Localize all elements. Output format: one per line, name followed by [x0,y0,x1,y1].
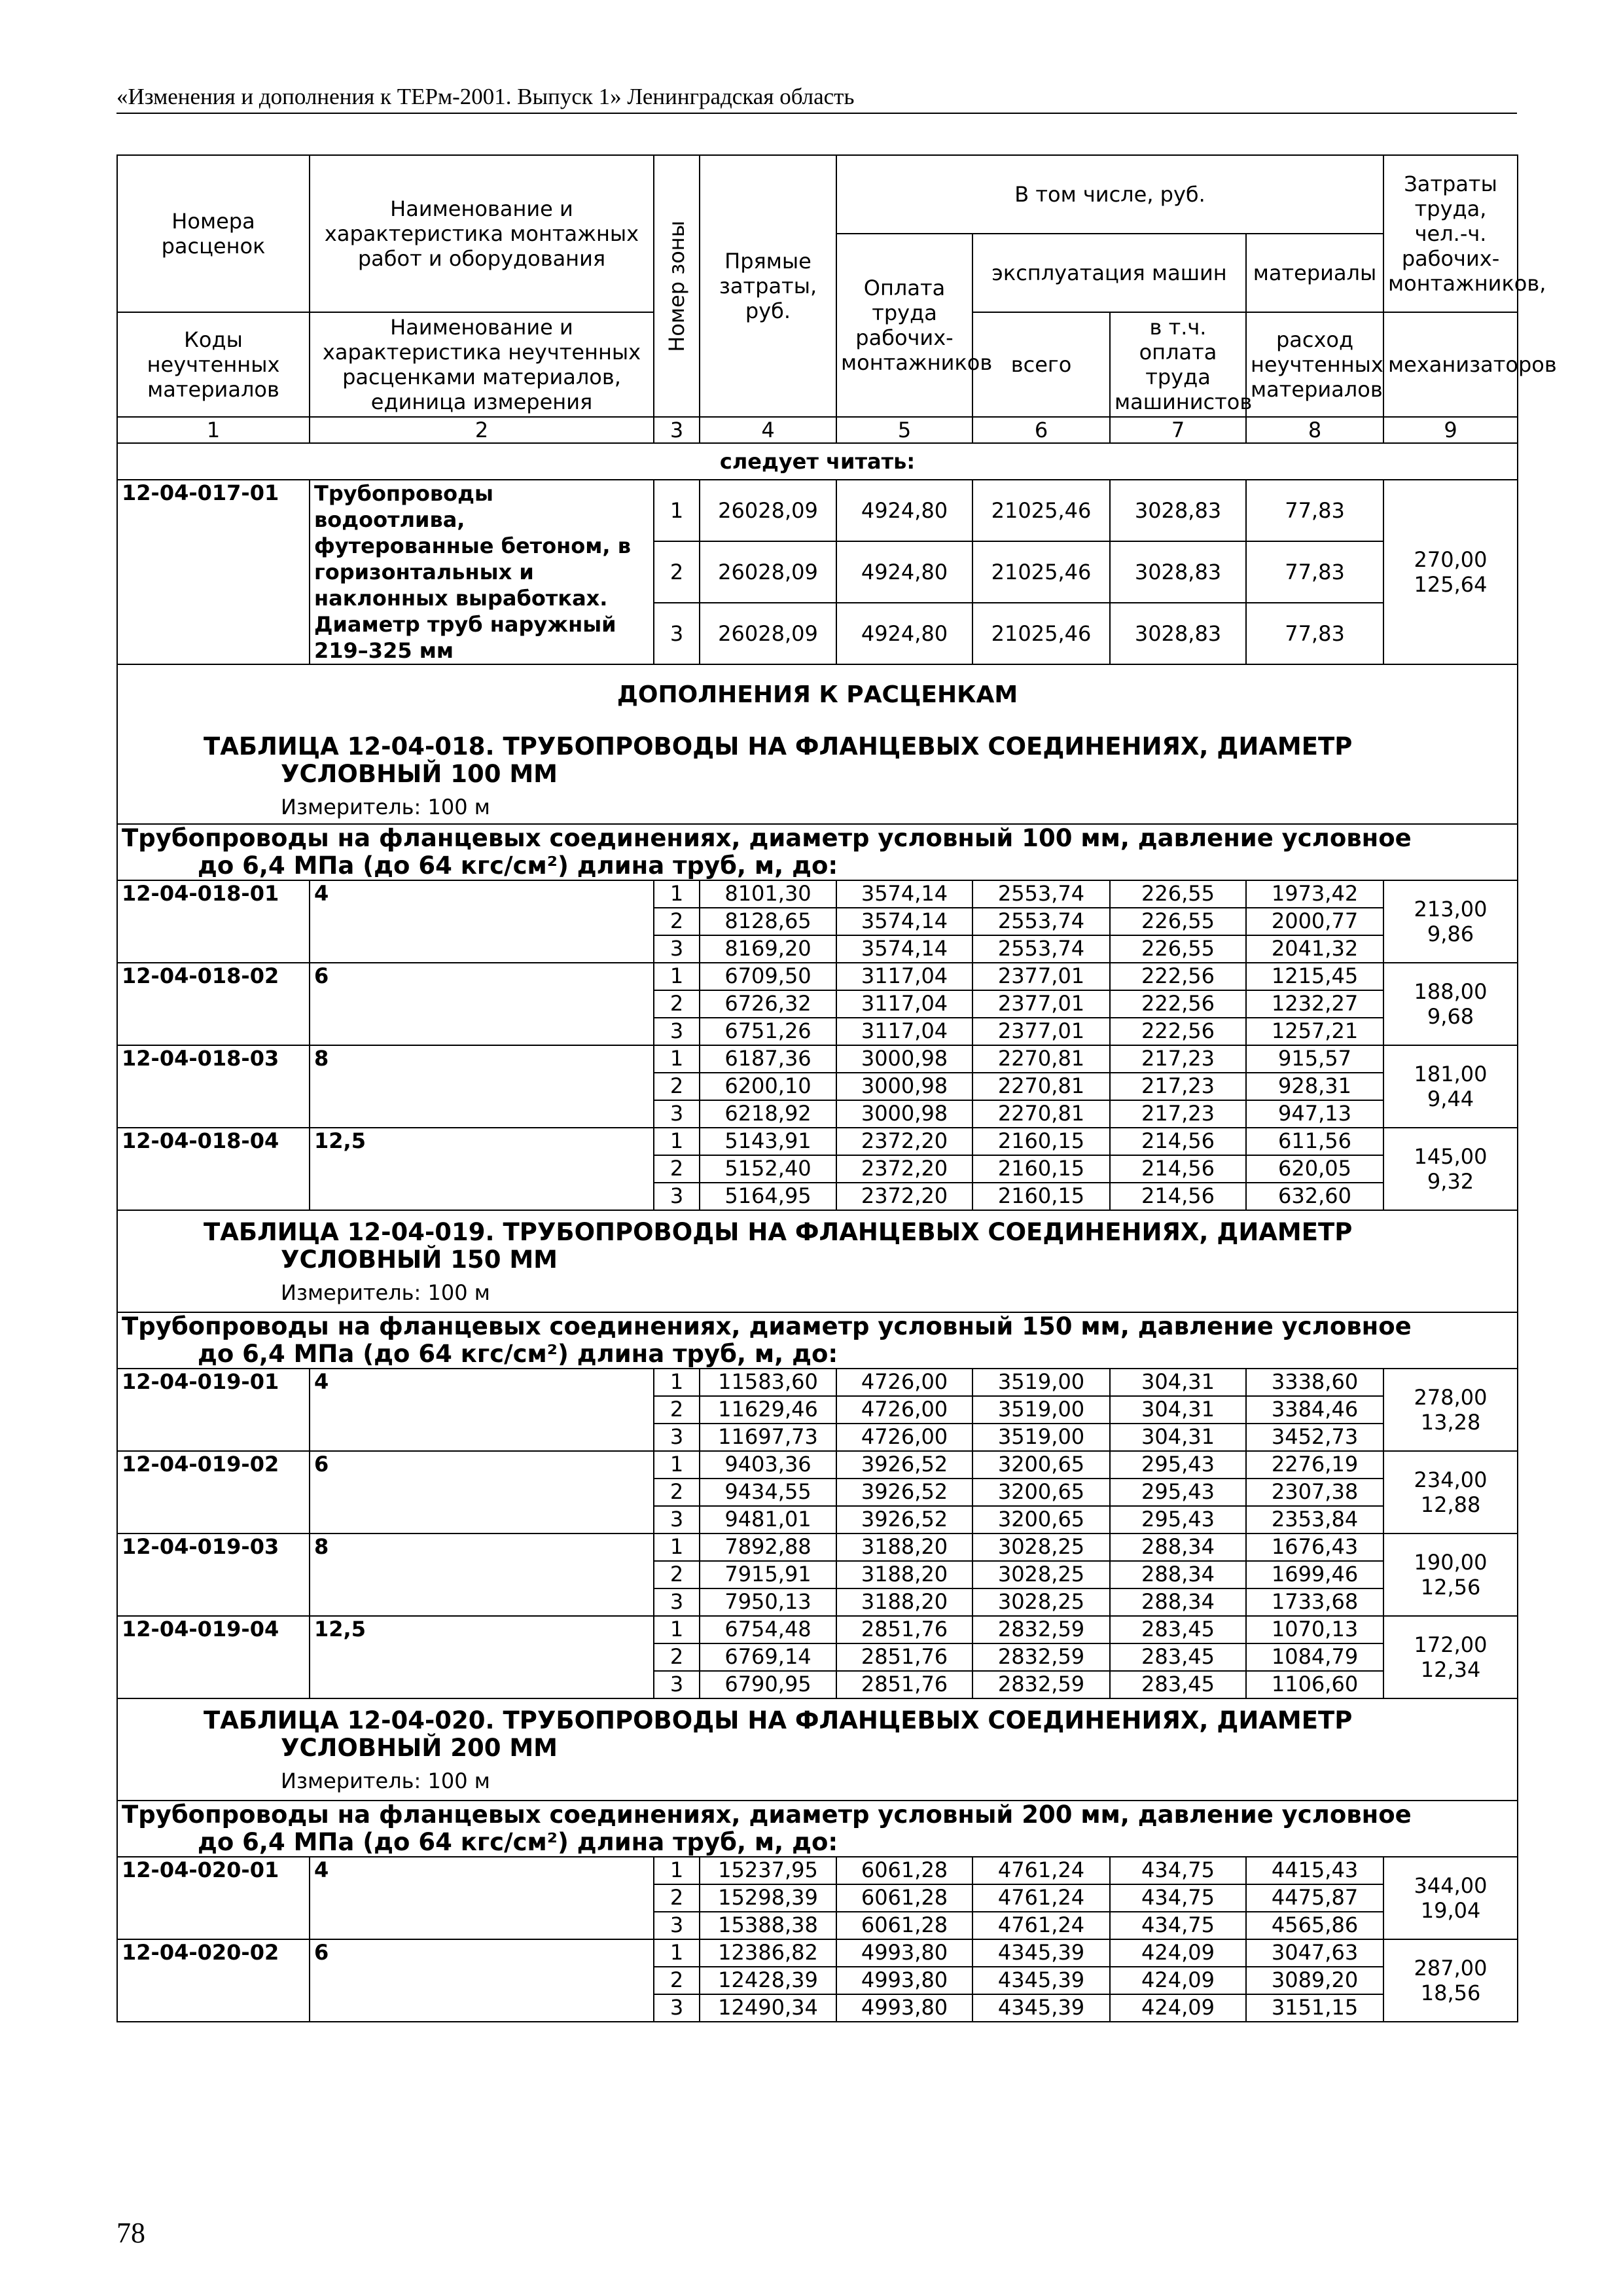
value-cell: 4345,39 [972,1967,1110,1994]
value-cell: 2372,20 [836,1128,972,1155]
table-row [117,1939,1518,1967]
value-cell: 8101,30 [700,880,836,908]
zone-cell: 3 [654,1994,700,2022]
rate-code: 12-04-018-03 [117,1045,310,1128]
value-cell: 1232,27 [1246,990,1383,1018]
col-materials-top: материалы [1246,234,1383,312]
value-cell: 12386,82 [700,1939,836,1967]
value-cell: 3188,20 [836,1588,972,1616]
value-cell: 4993,80 [836,1967,972,1994]
labor-cost: 190,00 12,56 [1383,1534,1518,1616]
value-cell: 4726,00 [836,1424,972,1451]
rate-code: 12-04-020-02 [117,1939,310,2022]
zone-cell: 1 [654,1616,700,1643]
value-cell: 217,23 [1110,1045,1246,1073]
value-cell: 3028,83 [1110,541,1246,603]
value-cell: 915,57 [1246,1045,1383,1073]
value-cell: 3574,14 [836,935,972,963]
value-cell: 3926,52 [836,1479,972,1506]
value-cell: 2307,38 [1246,1479,1383,1506]
value-cell: 21025,46 [972,480,1110,541]
measure-unit: Измеритель: 100 м [281,795,490,819]
group-heading: Трубопроводы на фланцевых соединениях, диаметр условный 100 мм, давление условное до 6,4 МПа (до 64 кгс/см²) длина труб, м, до: [117,824,1518,880]
col-incl: В том числе, руб. [836,155,1383,234]
value-cell: 6769,14 [700,1643,836,1671]
col-zone: Номер зоны [654,155,700,417]
value-cell: 77,83 [1246,541,1383,603]
value-cell: 3926,52 [836,1506,972,1534]
value-cell: 6061,28 [836,1912,972,1939]
value-cell: 4415,43 [1246,1857,1383,1884]
value-cell: 4924,80 [836,480,972,541]
value-cell: 15298,39 [700,1884,836,1912]
value-cell: 15388,38 [700,1912,836,1939]
value-cell: 4993,80 [836,1939,972,1967]
rate-code: 12-04-018-02 [117,963,310,1045]
value-cell: 3028,83 [1110,480,1246,541]
zone-cell: 3 [654,603,700,664]
value-cell: 2000,77 [1246,908,1383,935]
value-cell: 947,13 [1246,1100,1383,1128]
value-cell: 15237,95 [700,1857,836,1884]
value-cell: 217,23 [1110,1100,1246,1128]
value-cell: 26028,09 [700,603,836,664]
zone-cell: 3 [654,1588,700,1616]
value-cell: 9481,01 [700,1506,836,1534]
value-cell: 7915,91 [700,1561,836,1588]
value-cell: 2372,20 [836,1183,972,1210]
value-cell: 2832,59 [972,1616,1110,1643]
pipe-length: 4 [310,1369,654,1451]
table-row [117,1451,1518,1479]
value-cell: 4761,24 [972,1884,1110,1912]
zone-cell: 1 [654,1128,700,1155]
value-cell: 1676,43 [1246,1534,1383,1561]
value-cell: 2851,76 [836,1671,972,1698]
value-cell: 4924,80 [836,603,972,664]
zone-cell: 3 [654,935,700,963]
group-heading: Трубопроводы на фланцевых соединениях, диаметр условный 200 мм, давление условное до 6,4 МПа (до 64 кгс/см²) длина труб, м, до: [117,1801,1518,1857]
value-cell: 3000,98 [836,1073,972,1100]
value-cell: 611,56 [1246,1128,1383,1155]
zone-cell: 1 [654,880,700,908]
value-cell: 3519,00 [972,1396,1110,1424]
additions-block [117,664,1518,824]
rate-code: 12-04-019-02 [117,1451,310,1534]
value-cell: 3384,46 [1246,1396,1383,1424]
zone-cell: 3 [654,1424,700,1451]
value-cell: 226,55 [1110,935,1246,963]
value-cell: 5164,95 [700,1183,836,1210]
value-cell: 6709,50 [700,963,836,990]
item017-code: 12-04-017-01 [117,480,310,664]
labor-cost: 344,00 19,04 [1383,1857,1518,1939]
value-cell: 4993,80 [836,1994,972,2022]
value-cell: 632,60 [1246,1183,1383,1210]
value-cell: 11629,46 [700,1396,836,1424]
value-cell: 4761,24 [972,1912,1110,1939]
value-cell: 3117,04 [836,1018,972,1045]
value-cell: 1733,68 [1246,1588,1383,1616]
value-cell: 2832,59 [972,1671,1110,1698]
zone-cell: 2 [654,1155,700,1183]
zone-cell: 2 [654,908,700,935]
value-cell: 3000,98 [836,1045,972,1073]
value-cell: 3151,15 [1246,1994,1383,2022]
zone-cell: 2 [654,1561,700,1588]
value-cell: 77,83 [1246,480,1383,541]
value-cell: 295,43 [1110,1451,1246,1479]
zone-cell: 2 [654,1396,700,1424]
value-cell: 2270,81 [972,1100,1110,1128]
value-cell: 11583,60 [700,1369,836,1396]
value-cell: 295,43 [1110,1479,1246,1506]
table-title: ТАБЛИЦА 12-04-020. ТРУБОПРОВОДЫ НА ФЛАНЦЕВЫХ СОЕДИНЕНИЯХ, ДИАМЕТР УСЛОВНЫЙ 200 ММ [204,1706,1353,1762]
value-cell: 4345,39 [972,1994,1110,2022]
zone-cell: 1 [654,1369,700,1396]
value-cell: 928,31 [1246,1073,1383,1100]
value-cell: 3200,65 [972,1479,1110,1506]
rate-code: 12-04-018-04 [117,1128,310,1210]
zone-cell: 1 [654,963,700,990]
value-cell: 3188,20 [836,1561,972,1588]
value-cell: 214,56 [1110,1128,1246,1155]
zone-cell: 2 [654,1479,700,1506]
value-cell: 226,55 [1110,880,1246,908]
value-cell: 1084,79 [1246,1643,1383,1671]
value-cell: 2041,32 [1246,935,1383,963]
value-cell: 3188,20 [836,1534,972,1561]
value-cell: 2276,19 [1246,1451,1383,1479]
additions-heading: ДОПОЛНЕНИЯ К РАСЦЕНКАМ [616,681,1018,708]
pipe-length: 4 [310,1857,654,1939]
table-row [117,1369,1518,1396]
rate-code: 12-04-019-04 [117,1616,310,1698]
value-cell: 434,75 [1110,1912,1246,1939]
value-cell: 5152,40 [700,1155,836,1183]
value-cell: 3200,65 [972,1506,1110,1534]
labor-cost: 188,00 9,68 [1383,963,1518,1045]
value-cell: 6754,48 [700,1616,836,1643]
pipe-length: 6 [310,1939,654,2022]
value-cell: 2851,76 [836,1643,972,1671]
table-row [117,1857,1518,1884]
zone-cell: 2 [654,541,700,603]
value-cell: 1699,46 [1246,1561,1383,1588]
zone-cell: 3 [654,1912,700,1939]
value-cell: 3338,60 [1246,1369,1383,1396]
value-cell: 3574,14 [836,908,972,935]
value-cell: 226,55 [1110,908,1246,935]
value-cell: 1257,21 [1246,1018,1383,1045]
value-cell: 6790,95 [700,1671,836,1698]
value-cell: 21025,46 [972,541,1110,603]
measure-unit: Измеритель: 100 м [281,1280,490,1305]
value-cell: 4565,86 [1246,1912,1383,1939]
value-cell: 3047,63 [1246,1939,1383,1967]
labor-cost: 213,00 9,86 [1383,880,1518,963]
pipe-length: 8 [310,1045,654,1128]
value-cell: 283,45 [1110,1671,1246,1698]
col-labor-top: Затраты труда, чел.-ч. рабочих-монтажников, [1383,155,1518,312]
table-row [117,1534,1518,1561]
value-cell: 2377,01 [972,990,1110,1018]
value-cell: 6187,36 [700,1045,836,1073]
value-cell: 3028,83 [1110,603,1246,664]
value-cell: 3117,04 [836,963,972,990]
table-title-block [117,1210,1518,1312]
value-cell: 6061,28 [836,1857,972,1884]
value-cell: 3519,00 [972,1369,1110,1396]
value-cell: 2377,01 [972,1018,1110,1045]
zone-cell: 2 [654,1884,700,1912]
zone-cell: 1 [654,1534,700,1561]
pipe-length: 12,5 [310,1616,654,1698]
pipe-length: 6 [310,963,654,1045]
value-cell: 3452,73 [1246,1424,1383,1451]
value-cell: 283,45 [1110,1616,1246,1643]
col-name-bottom: Наименование и характеристика неучтенных расценками материалов, единица измерения [310,312,654,417]
value-cell: 6200,10 [700,1073,836,1100]
value-cell: 295,43 [1110,1506,1246,1534]
labor-cost: 145,00 9,32 [1383,1128,1518,1210]
value-cell: 222,56 [1110,990,1246,1018]
value-cell: 4345,39 [972,1939,1110,1967]
zone-cell: 3 [654,1183,700,1210]
value-cell: 12428,39 [700,1967,836,1994]
labor-cost: 287,00 18,56 [1383,1939,1518,2022]
value-cell: 4726,00 [836,1369,972,1396]
col-direct: Прямые затраты, руб. [700,155,836,417]
value-cell: 434,75 [1110,1857,1246,1884]
value-cell: 4475,87 [1246,1884,1383,1912]
table-title: ТАБЛИЦА 12-04-019. ТРУБОПРОВОДЫ НА ФЛАНЦЕВЫХ СОЕДИНЕНИЯХ, ДИАМЕТР УСЛОВНЫЙ 150 ММ [204,1218,1353,1274]
zone-cell: 1 [654,1857,700,1884]
value-cell: 1106,60 [1246,1671,1383,1698]
zone-cell: 1 [654,1939,700,1967]
pipe-length: 6 [310,1451,654,1534]
rates-table [116,154,1557,2022]
value-cell: 77,83 [1246,603,1383,664]
col-name-top: Наименование и характеристика монтажных работ и оборудования [310,155,654,312]
rate-code: 12-04-020-01 [117,1857,310,1939]
item017-labor: 270,00 125,64 [1383,480,1518,664]
rate-code: 12-04-019-01 [117,1369,310,1451]
value-cell: 11697,73 [700,1424,836,1451]
value-cell: 2160,15 [972,1183,1110,1210]
value-cell: 2160,15 [972,1155,1110,1183]
rate-code: 12-04-019-03 [117,1534,310,1616]
value-cell: 6061,28 [836,1884,972,1912]
col-machines-wages: в т.ч. оплата труда машинистов [1110,312,1246,417]
value-cell: 26028,09 [700,541,836,603]
value-cell: 214,56 [1110,1155,1246,1183]
value-cell: 1973,42 [1246,880,1383,908]
value-cell: 283,45 [1110,1643,1246,1671]
value-cell: 4761,24 [972,1857,1110,1884]
value-cell: 2160,15 [972,1128,1110,1155]
group-heading: Трубопроводы на фланцевых соединениях, диаметр условный 150 мм, давление условное до 6,4 МПа (до 64 кгс/см²) длина труб, м, до: [117,1312,1518,1369]
pipe-length: 12,5 [310,1128,654,1210]
col-codes-bottom: Коды неучтенных материалов [117,312,310,417]
value-cell: 1215,45 [1246,963,1383,990]
value-cell: 288,34 [1110,1588,1246,1616]
value-cell: 3089,20 [1246,1967,1383,1994]
zone-cell: 3 [654,1100,700,1128]
value-cell: 2270,81 [972,1045,1110,1073]
labor-cost: 234,00 12,88 [1383,1451,1518,1534]
value-cell: 2832,59 [972,1643,1110,1671]
value-cell: 3000,98 [836,1100,972,1128]
value-cell: 3028,25 [972,1588,1110,1616]
value-cell: 288,34 [1110,1534,1246,1561]
value-cell: 304,31 [1110,1424,1246,1451]
value-cell: 12490,34 [700,1994,836,2022]
value-cell: 222,56 [1110,1018,1246,1045]
value-cell: 3028,25 [972,1561,1110,1588]
value-cell: 222,56 [1110,963,1246,990]
value-cell: 288,34 [1110,1561,1246,1588]
zone-cell: 1 [654,1451,700,1479]
value-cell: 2377,01 [972,963,1110,990]
col-codes-top: Номера расценок [117,155,310,312]
value-cell: 6751,26 [700,1018,836,1045]
table-title: ТАБЛИЦА 12-04-018. ТРУБОПРОВОДЫ НА ФЛАНЦЕВЫХ СОЕДИНЕНИЯХ, ДИАМЕТР УСЛОВНЫЙ 100 ММ [204,732,1353,788]
value-cell: 8128,65 [700,908,836,935]
value-cell: 9403,36 [700,1451,836,1479]
labor-cost: 181,00 9,44 [1383,1045,1518,1128]
value-cell: 7892,88 [700,1534,836,1561]
measure-unit: Измеритель: 100 м [281,1768,490,1793]
zone-cell: 3 [654,1018,700,1045]
value-cell: 304,31 [1110,1396,1246,1424]
value-cell: 2553,74 [972,880,1110,908]
value-cell: 217,23 [1110,1073,1246,1100]
zone-cell: 3 [654,1506,700,1534]
value-cell: 3926,52 [836,1451,972,1479]
value-cell: 9434,55 [700,1479,836,1506]
col-machines: эксплуатация машин [972,234,1246,312]
pipe-length: 8 [310,1534,654,1616]
zone-cell: 1 [654,480,700,541]
value-cell: 2270,81 [972,1073,1110,1100]
value-cell: 424,09 [1110,1967,1246,1994]
value-cell: 2851,76 [836,1616,972,1643]
value-cell: 3028,25 [972,1534,1110,1561]
table-row [117,1128,1518,1155]
zone-cell: 3 [654,1671,700,1698]
value-cell: 21025,46 [972,603,1110,664]
zone-cell: 2 [654,1073,700,1100]
value-cell: 214,56 [1110,1183,1246,1210]
value-cell: 424,09 [1110,1939,1246,1967]
table-row [117,880,1518,908]
zone-cell: 2 [654,1967,700,1994]
value-cell: 6726,32 [700,990,836,1018]
value-cell: 7950,13 [700,1588,836,1616]
read-as-caption: следует читать: [117,443,1518,480]
item017-name: Трубопроводы водоотлива, футерованные бетоном, в горизонтальных и наклонных выработках. Диаметр труб наружный 219–325 мм [310,480,654,664]
value-cell: 4924,80 [836,541,972,603]
page-number: 78 [116,2217,145,2249]
labor-cost: 172,00 12,34 [1383,1616,1518,1698]
value-cell: 3117,04 [836,990,972,1018]
col-labor-bottom: механизаторов [1383,312,1518,417]
value-cell: 620,05 [1246,1155,1383,1183]
table-row [117,1045,1518,1073]
value-cell: 6218,92 [700,1100,836,1128]
zone-cell: 1 [654,1045,700,1073]
value-cell: 3574,14 [836,880,972,908]
running-header: «Изменения и дополнения к ТЕРм-2001. Выпуск 1» Ленинградская область [116,84,1517,114]
value-cell: 3200,65 [972,1451,1110,1479]
value-cell: 8169,20 [700,935,836,963]
value-cell: 5143,91 [700,1128,836,1155]
col-materials-bottom: расход неучтенных материалов [1246,312,1383,417]
zone-cell: 2 [654,990,700,1018]
table-title-block [117,1698,1518,1801]
col-machines-total: всего [972,312,1110,417]
pipe-length: 4 [310,880,654,963]
labor-cost: 278,00 13,28 [1383,1369,1518,1451]
value-cell: 3519,00 [972,1424,1110,1451]
table-row [117,1616,1518,1643]
value-cell: 2553,74 [972,908,1110,935]
value-cell: 26028,09 [700,480,836,541]
column-numbers-row: 1 2 3 4 5 6 7 8 9 [117,417,1518,443]
rate-code: 12-04-018-01 [117,880,310,963]
value-cell: 2353,84 [1246,1506,1383,1534]
value-cell: 2372,20 [836,1155,972,1183]
value-cell: 2553,74 [972,935,1110,963]
value-cell: 1070,13 [1246,1616,1383,1643]
value-cell: 434,75 [1110,1884,1246,1912]
col-wages: Оплата труда рабочих-монтажников [836,234,972,417]
value-cell: 4726,00 [836,1396,972,1424]
table-row [117,963,1518,990]
value-cell: 304,31 [1110,1369,1246,1396]
zone-cell: 2 [654,1643,700,1671]
value-cell: 424,09 [1110,1994,1246,2022]
